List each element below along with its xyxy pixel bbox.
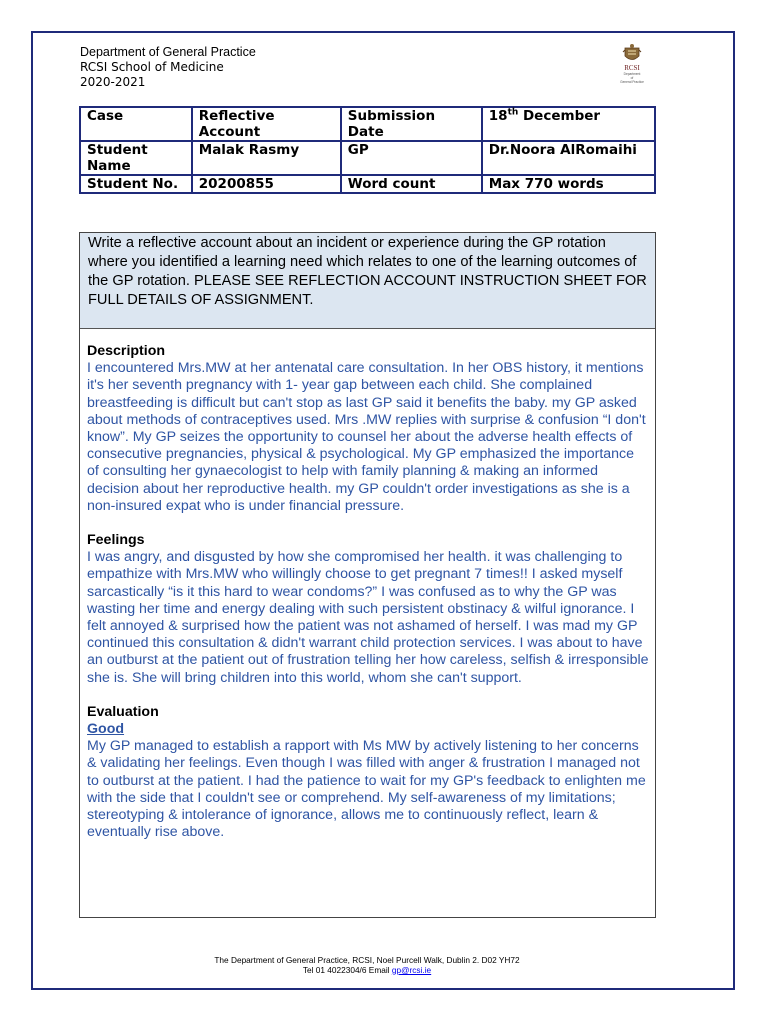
footer-address: The Department of General Practice, RCSI, Noel Purcell Walk, Dublin 2. D02 YH72 [214,955,520,965]
case-value: Reflective Account [192,107,341,141]
student-name-value: Malak Rasmy [192,141,341,175]
gp-label: GP [341,141,482,175]
footer-email-link[interactable]: gp@rcsi.ie [391,965,432,975]
rcsi-logo [612,43,652,93]
feelings-title: Feelings [87,532,145,549]
table-row [80,141,655,175]
word-count-value: Max 770 words [482,175,655,193]
info-table [79,106,656,194]
table-row [80,175,655,193]
submission-day-suffix: th [507,107,519,118]
logo-caption-3: General Practice [620,80,644,84]
footer-phone: Tel 01 4022304/6 Email [302,965,392,975]
page-footer [0,955,734,975]
crest-icon [621,43,643,65]
description-title: Description [87,343,166,359]
submission-day: 18 [488,108,508,124]
reflection-box [79,232,656,918]
description-body: I encountered Mrs.MW at her antenatal care consultation. In her OBS history, it mentions it's her seventh pregnancy with 1- year gap between each child. She complained breastfeeding is difficult but can't stop as last GP said it benefits the baby. my GP asked about methods of contraceptives used. Mrs .MW replies with surprise & confusion “I don't know”. My GP seizes the opportunity to counsel her about the adverse health effects of consecutive pregnancies, physical & psychological. My GP emphasized the importance of consulting her gynaecologist to help with family planning & making an informed decision about her reproductive health. my GP couldn't order investigations as she is a non-insured expat who is under financial pressure. [87,360,646,514]
word-count-label: Word count [341,175,482,193]
evaluation-body: My GP managed to establish a rapport with Ms MW by actively listening to her concerns & validating her feelings. Even though I was filled with anger & frustration I managed not to outburst at the patient. I had the patience to wait for my GP's feedback to enlighten me with the side that I couldn't see or comprehend. My self-awareness of my limitations; stereotyping & intolerance of ignorance, allows me to continuously reflect, learn & eventually rise above. [87,738,646,841]
case-label: Case [80,107,192,141]
assignment-prompt: Write a reflective account about an incident or experience during the GP rotation where you identified a learning need which relates to one of the learning outcomes of the GP rotation. PLEASE SEE REFLECTION ACCOUNT INSTRUCTION SHEET FOR FULL DETAILS OF ASSIGNMENT. [80,233,655,329]
logo-text: RCSI [624,64,640,72]
reflection-content [80,329,655,841]
submission-month: December [518,108,601,124]
gp-value: Dr.Noora AlRomaihi [482,141,655,175]
student-no-value: 20200855 [192,175,341,193]
submission-date-value [482,107,655,141]
student-name-label: Student Name [80,141,192,175]
school-name: RCSI School of Medicine [80,60,224,74]
academic-year: 2020-2021 [80,75,146,89]
table-row [80,107,655,141]
student-no-label: Student No. [80,175,192,193]
document-header [80,45,256,90]
submission-date-label: Submission Date [341,107,482,141]
logo-caption-1: Department [623,72,641,76]
evaluation-title: Evaluation [87,703,159,720]
footer-contact [0,965,734,975]
feelings-body: I was angry, and disgusted by how she compromised her health. it was challenging to empathize with Mrs.MW who willingly choose to get pregnant 7 times!! I asked myself sarcastically “is it this hard to wear condoms?” I was confused as to why the GP was wasting her time and energy dealing with such persistent obstinacy & wilful ignorance. I felt annoyed & surprised how the patient was not ashamed of herself. I was mad my GP continued this consultation & didn't warrant child protection services. I was about to have an outburst at the patient out of frustration telling her how careless, selfish & irresponsible she is. She will bring children into this world, whom she can't support. [87,549,649,686]
evaluation-subheading: Good [87,721,125,738]
logo-caption-2: of [630,76,634,80]
department-name: Department of General Practice [80,45,256,59]
